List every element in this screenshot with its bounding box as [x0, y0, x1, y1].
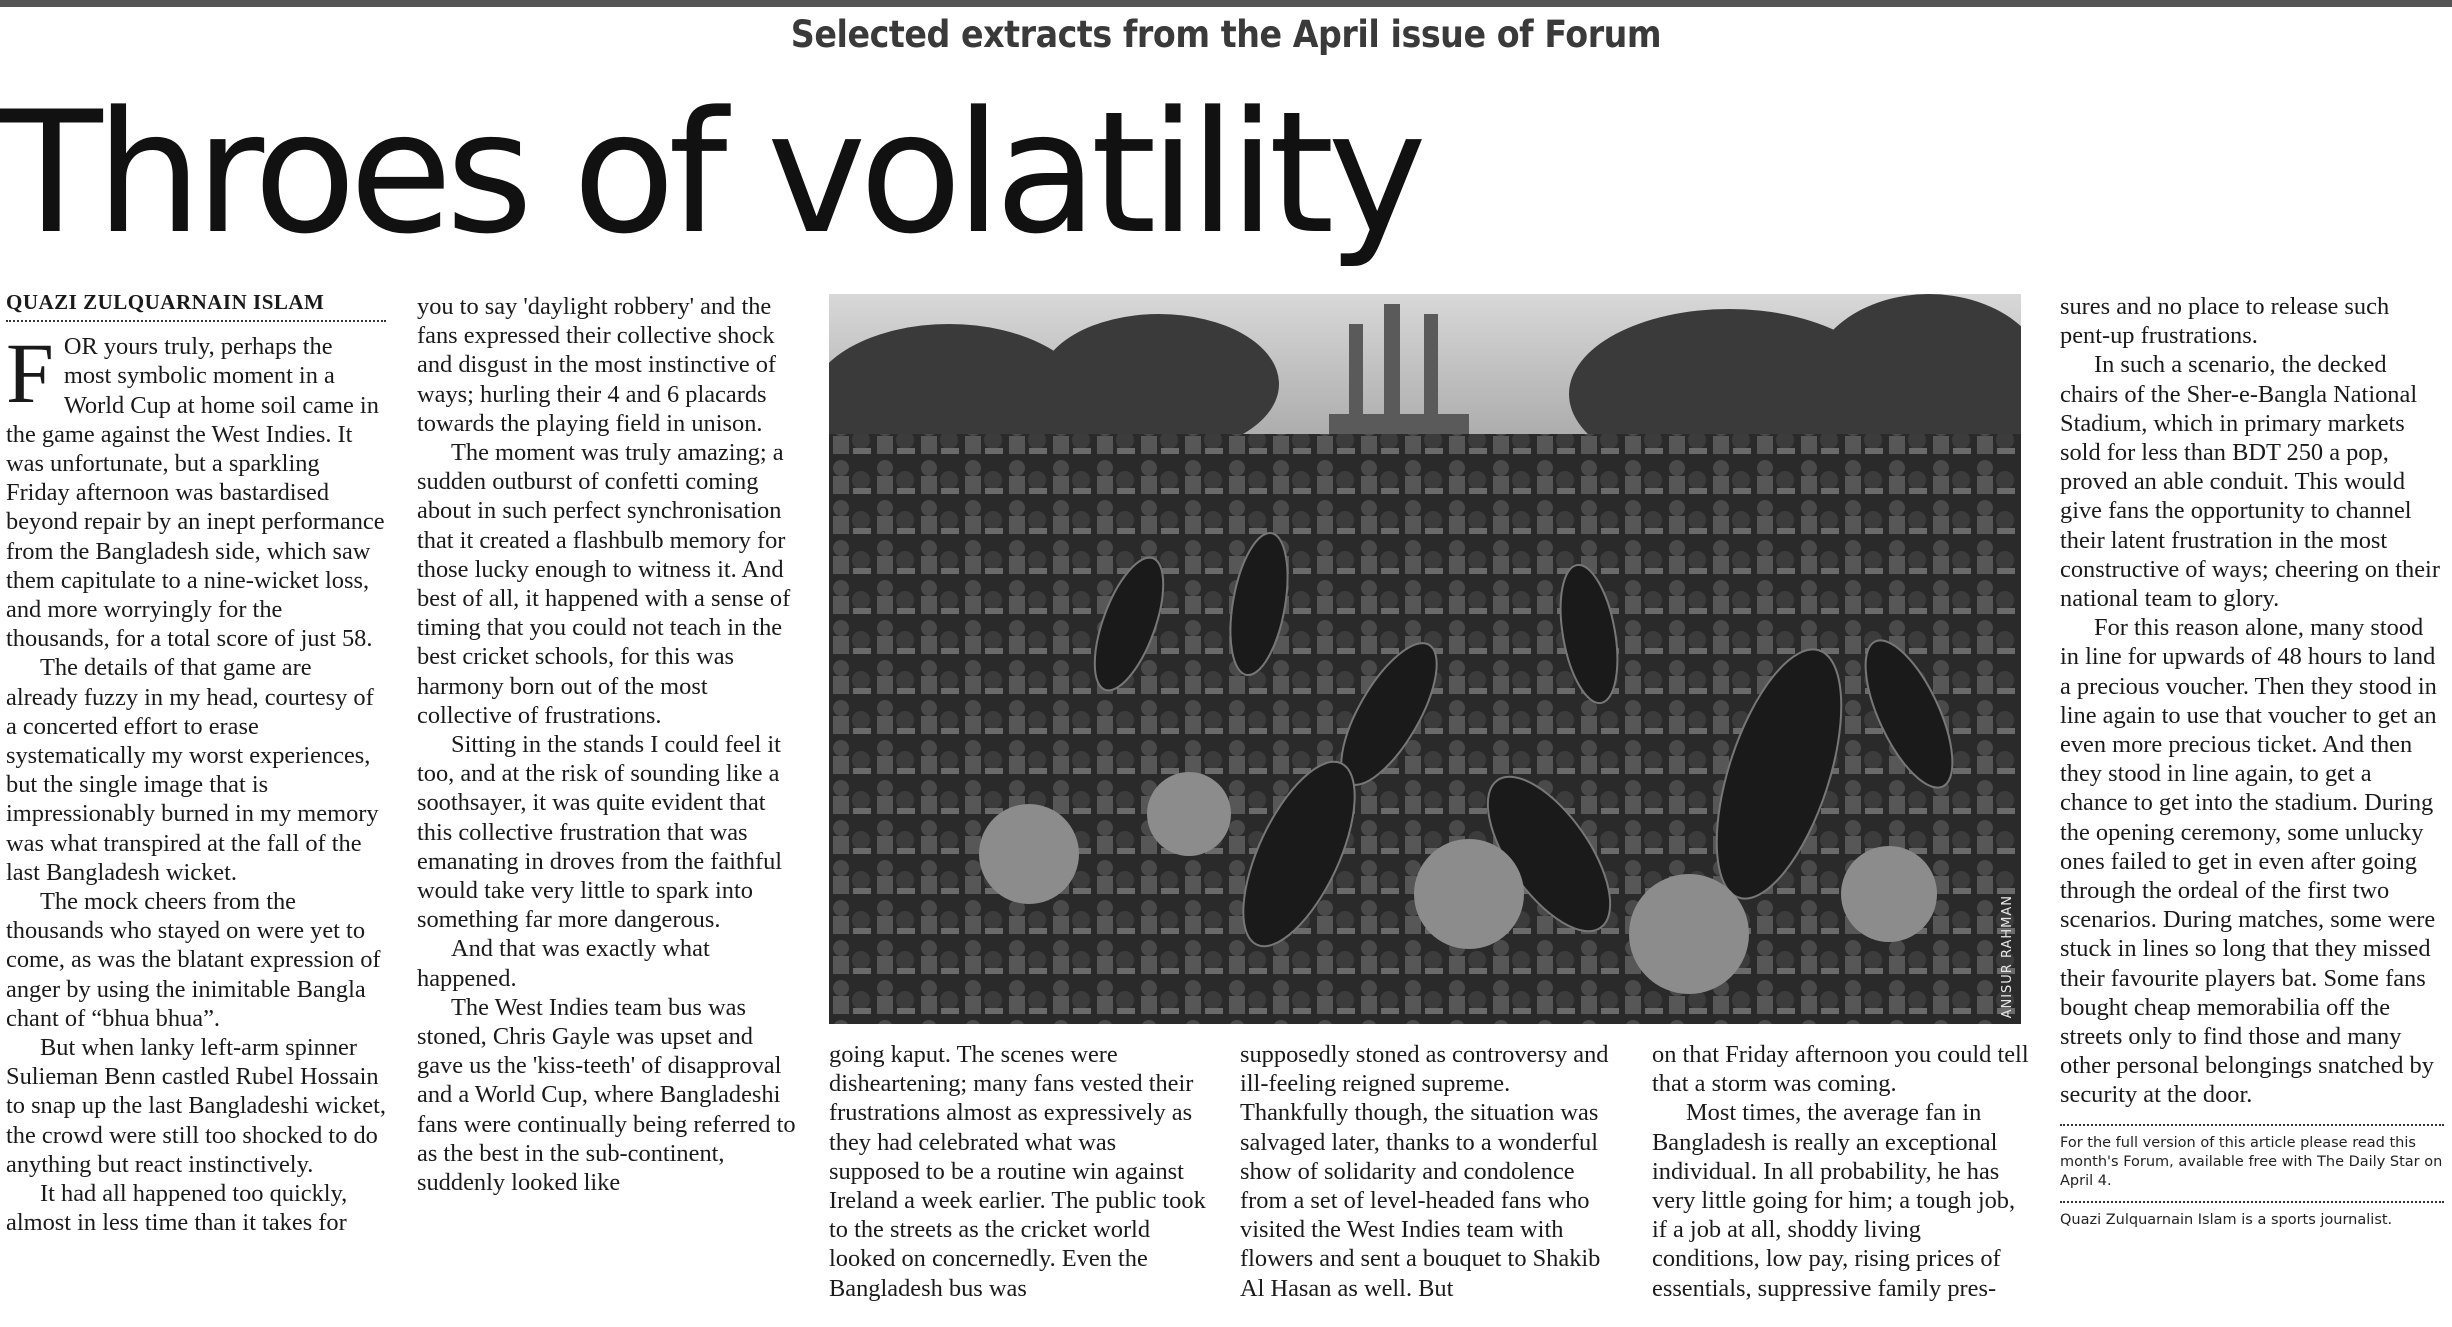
- paragraph: The mock cheers from the thousands who stayed on were yet to come, as was the blatant expression of anger by using the inimitable Bangla chant of “bhua bhua”.: [6, 888, 381, 1032]
- paragraph: But when lanky left-arm spinner Sulieman Benn castled Rubel Hossain to snap up the last Bangladeshi wicket, the crowd were still too shocked to do anything but react instinctively.: [6, 1034, 387, 1178]
- article-column-2: [417, 292, 801, 1197]
- photo-credit: ANISUR RAHMAN: [2000, 894, 2015, 1018]
- article-column-6: [2060, 292, 2444, 1230]
- full-version-note: For the full version of this article please read this month's Forum, available free with The Daily Star on April 4.: [2060, 1134, 2443, 1189]
- paragraph: The details of that game are already fuzzy in my head, courtesy of a concerted effort to erase systematically my worst experiences, but the single image that is impressionably burned in my memory was what transpired at the fall of the last Bangladesh wicket.: [6, 654, 379, 886]
- paragraph: The West Indies team bus was stoned, Chris Gayle was upset and gave us the 'kiss-teeth' of disapproval and a World Cup, where Bangladeshi fans were continually being referred to as the best in the sub-continent, suddenly looked like: [417, 993, 796, 1197]
- paragraph: The moment was truly amazing; a sudden outburst of confetti coming about in such perfect synchronisation that it created a flashbulb memory for those lucky enough to witness it. And best of all, it happened with a sense of timing that you could not teach in the best cricket schools, for this was harmony born out of the most collective of frustrations.: [417, 439, 791, 729]
- paragraph-text: OR yours truly, perhaps the most symbolic moment in a World Cup at home soil came in the game against the West Indies. It was unfortunate, but a sparkling Friday afternoon was bastardised beyond repair by an inept performance from the Bangladesh side, which saw them capitulate to a nine-wicket loss, and more worryingly for the thousands, for a total score of just 58.: [6, 333, 385, 653]
- paragraph: supposedly stoned as controversy and ill-feeling reigned supreme. Thankfully though, the situation was salvaged later, thanks to a wonderful show of solidarity and condolence from a set of level-headed fans who visited the West Indies team with flowers and sent a bouquet to Shakib Al Hasan as well. But: [1240, 1041, 1609, 1302]
- paragraph: sures and no place to release such pent-up frustrations.: [2060, 293, 2390, 350]
- drop-cap: F: [6, 325, 54, 422]
- article-column-1: [6, 288, 386, 1238]
- paragraph: you to say 'daylight robbery' and the fans expressed their collective shock and disgust in the most instinctive of ways; hurling their 4 and 6 placards towards the playing field in unison.: [417, 293, 777, 437]
- crowd-photo-illustration: [829, 294, 2021, 1024]
- article-column-4: [1240, 1040, 1623, 1303]
- headline: Throes of volatility: [0, 75, 1420, 271]
- byline: QUAZI ZULQUARNAIN ISLAM: [6, 288, 386, 322]
- paragraph: For this reason alone, many stood in line for upwards of 48 hours to land a precious voucher. Then they stood in line again to use that voucher to get an even more precious ticket. And then they stood in line again, to get a chance to get into the stadium. During the opening ceremony, some unlucky ones failed to get in even after going through the ordeal of the first two scenarios. During matches, some were stuck in lines so long that they missed their favourite players bat. Some fans bought cheap memorabilia off the streets only to find those and many other personal belongings snatched by security at the door.: [2060, 614, 2437, 1109]
- paragraph: It had all happened too quickly, almost in less time than it takes for: [6, 1180, 348, 1237]
- paragraph: Most times, the average fan in Bangladesh is really an exceptional individual. In all probability, he has very little going for him; a tough job, if a job at all, shoddy living conditions, low pay, rising prices of essentials, suppressive family pres-: [1652, 1099, 2016, 1302]
- article-column-3: [829, 1040, 1207, 1303]
- bio-divider: [2060, 1201, 2444, 1230]
- paragraph: going kaput. The scenes were disheartening; many fans vested their frustrations almost as expressively as they had celebrated what was supposed to be a routine win against Ireland a week earlier. The public took to the streets as the cricket world looked on concernedly. Even the Bangladesh bus was: [829, 1041, 1206, 1302]
- section-kicker: Selected extracts from the April issue of Forum: [790, 13, 1662, 56]
- paragraph: Sitting in the stands I could feel it too, and at the risk of sounding like a soothsayer, it was quite evident that this collective frustration that was emanating in droves from the faithful would take very little to spark into something far more dangerous.: [417, 731, 783, 934]
- author-bio: Quazi Zulquarnain Islam is a sports journalist.: [2060, 1211, 2393, 1228]
- paragraph: And that was exactly what happened.: [417, 935, 710, 992]
- top-rule: [0, 0, 2452, 7]
- paragraph: [6, 325, 386, 653]
- paragraph: In such a scenario, the decked chairs of the Sher-e-Bangla National Stadium, which in primary markets sold for less than BDT 250 a pop, proved an able conduit. This would give fans the opportunity to channel their latent frustration in the most constructive of ways; cheering on their national team to glory.: [2060, 351, 2440, 613]
- article-column-5: [1652, 1040, 2030, 1303]
- paragraph: on that Friday afternoon you could tell that a storm was coming.: [1652, 1041, 2029, 1098]
- crowd-photo: [829, 294, 2021, 1024]
- note-divider: [2060, 1124, 2444, 1191]
